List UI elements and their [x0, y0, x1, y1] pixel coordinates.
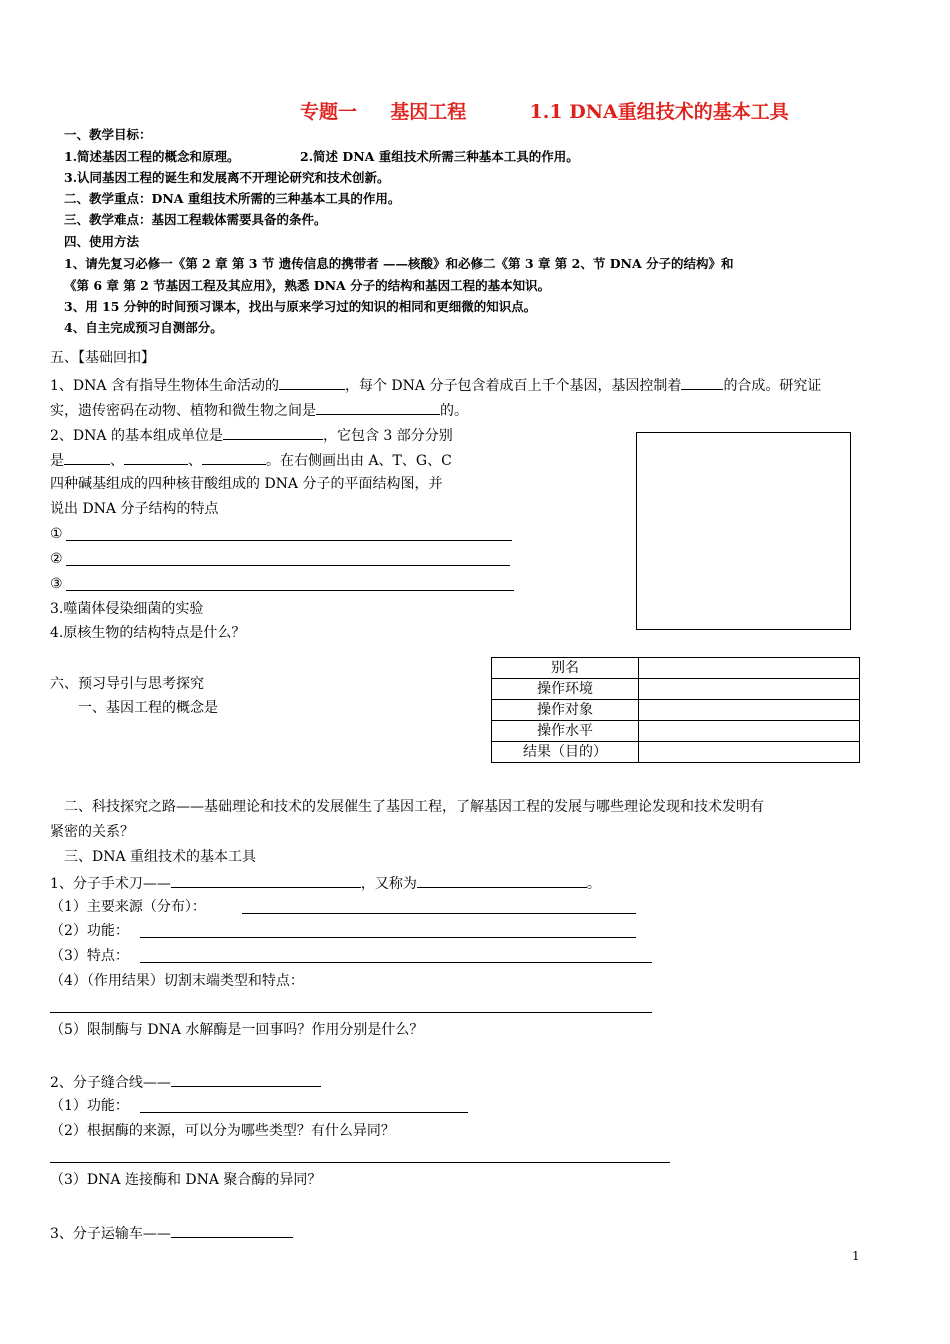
- knife-function-line[interactable]: [140, 937, 636, 938]
- blank[interactable]: [171, 1072, 321, 1087]
- table-label: 操作环境: [492, 679, 639, 700]
- ligase-function-line[interactable]: [140, 1112, 468, 1113]
- table-row: [492, 700, 860, 721]
- knife-feature: （3）特点：: [50, 948, 129, 964]
- characteristic-3-label: ③: [50, 576, 63, 592]
- knife-ends-line[interactable]: [50, 1012, 652, 1013]
- characteristic-3-line[interactable]: [66, 590, 514, 591]
- page-number: 1: [852, 1249, 860, 1263]
- blank[interactable]: [64, 450, 110, 465]
- page-title: [300, 97, 789, 124]
- blank[interactable]: [316, 400, 440, 415]
- table-row: [492, 742, 860, 763]
- usage-1: 1、请先复习必修一《第 2 章 第 3 节 遗传信息的携带者 ——核酸》和必修二《第 3 章 第 2、节 DNA 分子的结构》和: [64, 256, 734, 271]
- characteristic-2-label: ②: [50, 551, 63, 567]
- restriction-enzyme-question: 1、分子手术刀—— ，又称为 。: [50, 873, 601, 893]
- question-2-line-3: 四种碱基组成的四种核苷酸组成的 DNA 分子的平面结构图，并: [50, 476, 443, 492]
- knife-ends: （4）（作用结果）切割末端类型和特点：: [50, 973, 304, 989]
- usage-1b: 《第 6 章 第 2 节基因工程及其应用》，熟悉 DNA 分子的结构和基因工程的基本知识。: [64, 278, 551, 293]
- dna-drawing-box[interactable]: [636, 432, 851, 630]
- knife-compare: （5）限制酶与 DNA 水解酶是一回事吗？作用分别是什么？: [50, 1022, 424, 1038]
- table-cell[interactable]: [639, 658, 860, 679]
- blank[interactable]: [171, 1223, 293, 1238]
- key-point: 二、教学重点：DNA 重组技术所需的三种基本工具的作用。: [64, 191, 401, 206]
- history-question-cont: 紧密的关系？: [50, 824, 134, 840]
- objectives-heading: 一、教学目标：: [64, 127, 152, 142]
- difficulty: 三、教学难点：基因工程载体需要具备的条件。: [64, 212, 327, 227]
- characteristic-1-line[interactable]: [66, 540, 512, 541]
- blank[interactable]: [171, 873, 361, 888]
- title-topic: 专题一: [300, 101, 358, 123]
- objective-2: 2.简述 DNA 重组技术所需三种基本工具的作用。: [300, 149, 579, 164]
- blank[interactable]: [279, 375, 345, 390]
- usage-3: 4、自主完成预习自测部分。: [64, 320, 223, 335]
- table-row: [492, 658, 860, 679]
- question-1-line-1: 1、DNA 含有指导生物体生命活动的 ，每个 DNA 分子包含着成百上千个基因，基因控制着 的合成。研究证: [50, 375, 821, 395]
- table-label: 操作水平: [492, 721, 639, 742]
- usage-heading: 四、使用方法: [64, 234, 140, 249]
- characteristic-1-label: ①: [50, 526, 63, 542]
- table-cell[interactable]: [639, 742, 860, 763]
- table-cell[interactable]: [639, 679, 860, 700]
- characteristic-2-line[interactable]: [66, 565, 510, 566]
- basics-heading: 五、【基础回扣】: [50, 350, 155, 366]
- question-1-line-2: 实，遗传密码在动物、植物和微生物之间是 的。: [50, 400, 468, 420]
- blank[interactable]: [202, 450, 266, 465]
- blank[interactable]: [417, 873, 587, 888]
- table-row: [492, 679, 860, 700]
- tools-heading: 三、DNA 重组技术的基本工具: [64, 849, 257, 865]
- objective-3: 3.认同基因工程的诞生和发展离不开理论研究和技术创新。: [64, 170, 390, 185]
- blank[interactable]: [681, 375, 723, 390]
- history-question: 二、科技探究之路——基础理论和技术的发展催生了基因工程，了解基因工程的发展与哪些理论发现和技术发明有: [64, 799, 764, 815]
- knife-source: （1）主要来源（分布）：: [50, 899, 206, 915]
- ligase-compare: （3）DNA 连接酶和 DNA 聚合酶的异同？: [50, 1172, 322, 1188]
- question-3: 3.噬菌体侵染细菌的实验: [50, 601, 204, 617]
- ligase-types: （2）根据酶的来源，可以分为哪些类型？有什么异同？: [50, 1123, 395, 1139]
- usage-2: 3、用 15 分钟的时间预习课本，找出与原来学习过的知识的相同和更细微的知识点。: [64, 299, 537, 314]
- vector-question: 3、分子运输车——: [50, 1223, 293, 1243]
- question-2-line-4: 说出 DNA 分子结构的特点: [50, 501, 219, 517]
- knife-feature-line[interactable]: [140, 962, 652, 963]
- question-2-line-2: 是 、 、 。在右侧画出由 A、T、G、C: [50, 450, 452, 470]
- blank[interactable]: [223, 425, 323, 440]
- knife-function: （2）功能：: [50, 923, 129, 939]
- title-section: 1.1 DNA重组技术的基本工具: [529, 101, 789, 123]
- question-2-line-1: 2、DNA 的基本组成单位是 ，它包含 3 部分分别: [50, 425, 453, 445]
- objective-1: 1.简述基因工程的概念和原理。: [64, 149, 240, 164]
- table-row: [492, 721, 860, 742]
- table-cell[interactable]: [639, 721, 860, 742]
- knife-source-line[interactable]: [242, 913, 636, 914]
- ligase-question: 2、分子缝合线——: [50, 1072, 321, 1092]
- table-label: 操作对象: [492, 700, 639, 721]
- ligase-types-line[interactable]: [50, 1162, 670, 1163]
- table-label: 结果（目的）: [492, 742, 639, 763]
- concept-table: [491, 657, 860, 763]
- title-subject: 基因工程: [390, 101, 467, 123]
- table-label: 别名: [492, 658, 639, 679]
- table-cell[interactable]: [639, 700, 860, 721]
- ligase-function: （1）功能：: [50, 1098, 129, 1114]
- question-4: 4.原核生物的结构特点是什么？: [50, 625, 246, 641]
- concept-question: 一、基因工程的概念是: [78, 700, 218, 716]
- blank[interactable]: [124, 450, 188, 465]
- preview-heading: 六、预习导引与思考探究: [50, 676, 204, 692]
